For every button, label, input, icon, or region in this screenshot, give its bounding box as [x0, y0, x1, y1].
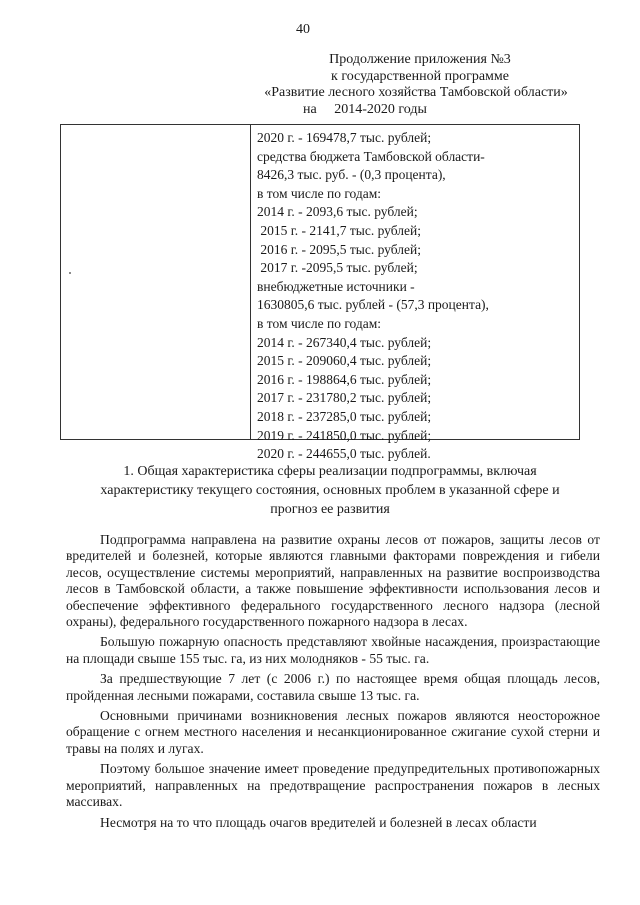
scan-speck [69, 272, 71, 274]
paragraph: Поэтому большое значение имеет проведение предупредительных противопожарных мероприятий, направленных на предотвращение распространения пожаров в лесных массивах. [66, 761, 600, 810]
table-line: 2020 г. - 169478,7 тыс. рублей; [257, 130, 432, 145]
header-line: Продолжение приложения №3 [329, 52, 511, 67]
page-number: 40 [296, 22, 310, 37]
paragraph: Основными причинами возникновения лесных пожаров являются неосторожное обращение с огнем местного населения и несанкционированное сжигание сухой стерни и травы на полях и лугах. [66, 708, 600, 756]
paragraph: Подпрограмма направлена на развитие охраны лесов от пожаров, защиты лесов от вредителей и болезней, которые являются главными факторами повреждения и гибели лесов, осуществление системы мероприятий, направленных на развитие воспроизводства лесов в Тамбовской области, а также повышение эффективности использования лесов и обеспечение эффективного федерального государственного лесного надзора (лесной охраны), федерального государственного пожарного надзора в лесах. [66, 532, 600, 630]
table-line: 1630805,6 тыс. рублей - (57,3 процента), [257, 297, 489, 313]
section-title-line: прогноз ее развития [270, 502, 390, 517]
table-line: 2016 г. - 2095,5 тыс. рублей; [257, 241, 421, 257]
paragraph: Большую пожарную опасность представляют хвойные насаждения, произрастающие на площади свыше 155 тыс. га, из них молодняков - 55 тыс. га. [66, 634, 600, 666]
body-text [66, 532, 600, 835]
table-line: 2017 г. -2095,5 тыс. рублей; [257, 260, 418, 276]
table-right-cell [257, 129, 573, 464]
table-line: 2015 г. - 2141,7 тыс. рублей; [257, 222, 421, 238]
table-line: 2017 г. - 231780,2 тыс. рублей; [257, 390, 432, 406]
table-line: 2020 г. - 244655,0 тыс. рублей. [257, 446, 431, 462]
table-line: 2015 г. - 209060,4 тыс. рублей; [257, 353, 432, 369]
table-line: в том числе по годам: [257, 185, 382, 201]
header-line: к государственной программе [331, 68, 509, 84]
table-line: 2019 г. - 241850,0 тыс. рублей; [257, 427, 432, 443]
table-line: в том числе по годам: [257, 315, 382, 331]
table-line: внебюджетные источники - [257, 278, 415, 294]
section-title [60, 462, 600, 519]
section-title-line: характеристику текущего состояния, основных проблем в указанной сфере и [100, 483, 560, 498]
paragraph: Несмотря на то что площадь очагов вредителей и болезней в лесах области [100, 814, 537, 830]
table-line: 2018 г. - 237285,0 тыс. рублей; [257, 408, 432, 424]
table-line: 8426,3 тыс. руб. - (0,3 процента), [257, 167, 446, 183]
paragraph: За предшествующие 7 лет (с 2006 г.) по настоящее время общая площадь лесов, пройденная лесными пожарами, составила свыше 13 тыс. га. [66, 671, 600, 703]
section-title-line: 1. Общая характеристика сферы реализации подпрограммы, включая [123, 464, 537, 479]
table-line: 2014 г. - 267340,4 тыс. рублей; [257, 334, 432, 350]
appendix-header [240, 52, 600, 118]
table-left-cell [61, 125, 251, 439]
table-line: 2016 г. - 198864,6 тыс. рублей; [257, 371, 432, 387]
table-line: средства бюджета Тамбовской области- [257, 148, 485, 164]
header-line: «Развитие лесного хозяйства Тамбовской области» [264, 85, 568, 100]
table-line: 2014 г. - 2093,6 тыс. рублей; [257, 204, 418, 220]
funding-table [60, 124, 580, 462]
header-line: на 2014-2020 годы [303, 101, 427, 117]
